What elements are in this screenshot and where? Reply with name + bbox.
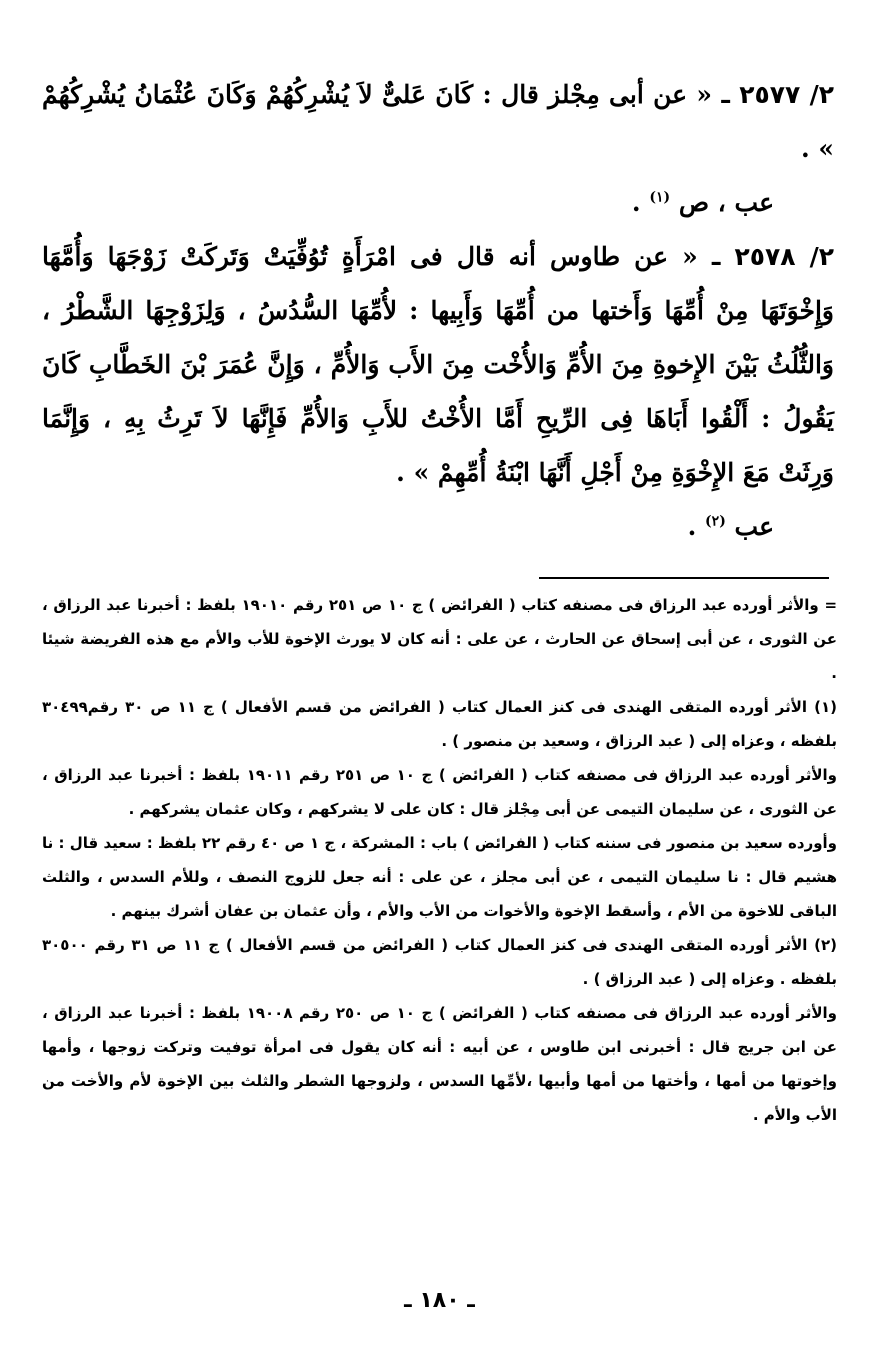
source-end: . — [687, 512, 697, 541]
source-abbrev: عب — [734, 512, 774, 541]
footnote-paragraph: (٢) الأثر أورده المتقى الهندى فى كنز العمال كتاب ( الفرائض من قسم الأفعال ) ج ١١ ص ٣١ رقم ٣٠٥٠٠ بلفظه . وعزاه إلى ( عبد الرزاق ) . — [42, 936, 838, 988]
entry-text: « عن طاوس أنه قال فى امْرَأَةٍ تُوُفِّيَتْ وَتَركَتْ زَوْجَهَا وَأُمَّهَا وَإِخْوَتَهَا مِنْ أُمِّهَا وَأَختها من أُمِّهَا وَأَبِيها : لأُمِّهَا السُّدُسُ ، وَلِزَوْجِهَا الشَّطْرُ ، وَالثُّلُثُ بَيْنَ الإِخوةِ مِنَ الأُمِّ وَالأُخْت مِنَ الأَب وَالأُمِّ ، وَإِنَّ عُمَرَ بْنَ الخَطَّابِ كَانَ يَقُولُ : أَلْقُوا أَبَاهَا فِى الرِّيحِ أَمَّا الأُخْتُ للأَبِ وَالأُمِّ فَإِنَّهَا لاَ تَرِثُ بِهِ ، وَإِنَّمَا وَرِثَتْ مَعَ الإِخْوَةِ مِنْ أَجْلِ أَنَّهَا ابْنَةُ أُمِّهِمْ » . — [42, 242, 834, 487]
entry-number: ٢/ ٢٥٧٨ ـ — [711, 242, 834, 271]
entry-text: « عن أبى مِجْلز قال : كَانَ عَلىٌّ لاَ يُشْرِكُهُمْ وَكَانَ عُثْمَانُ يُشْرِكُهُمْ » . — [42, 80, 834, 163]
main-text — [42, 68, 834, 554]
footnote-separator — [539, 577, 829, 579]
footnote-paragraph: والأثر أورده عبد الرزاق فى مصنفه كتاب ( الفرائض ) ج ١٠ ص ٢٥١ رقم ١٩٠١١ بلفظ : أخبرنا عبد الرزاق ، عن الثورى ، عن سليمان التيمى عن أبى مِجْلز قال : كان على لا يشركهم ، وكان عثمان يشركهم . — [42, 766, 838, 818]
source-reference — [42, 176, 834, 230]
entry-number: ٢/ ٢٥٧٧ ـ — [721, 80, 834, 109]
footnote-paragraph: والأثر أورده عبد الرزاق فى مصنفه كتاب ( الفرائض ) ج ١٠ ص ٢٥٠ رقم ١٩٠٠٨ بلفظ : أخبرنا عبد الرزاق ، عن ابن جريج قال : أخبرنى ابن طاوس ، عن أبيه : أنه كان يقول فى امرأة توفيت وتركت زوجها ، وأمها وإخوتها من أمها ، وأختها من أمها وأبيها ،لأمِّها السدس ، ولزوجها الشطر والثلث بين الإخوة لأم والأخت من الأب والأم . — [42, 1004, 838, 1124]
footnote-paragraph: = والأثر أورده عبد الرزاق فى مصنفه كتاب ( الفرائض ) ج ١٠ ص ٢٥١ رقم ١٩٠١٠ بلفظ : أخبرنا عبد الرزاق ، عن الثورى ، عن أبى إسحاق عن الحارث ، عن على : أنه كان لا يورث الإخوة للأب والأم مع هذه الفريضة شيئا . — [42, 596, 838, 682]
footnote-marker: (٢) — [705, 513, 726, 530]
hadith-entry-2577 — [42, 68, 834, 176]
page-number: ـ ١٨٠ ـ — [404, 1288, 475, 1313]
footnote-paragraph: (١) الأثر أورده المتقى الهندى فى كنز العمال كتاب ( الفرائض من قسم الأفعال ) ج ١١ ص ٣٠ رقم٣٠٤٩٩ بلفظه ، وعزاه إلى ( عبد الرزاق ، وسعيد بن منصور ) . — [42, 698, 838, 750]
source-end: . — [631, 188, 641, 217]
footnote-marker: (١) — [649, 189, 671, 206]
footnote-paragraph: وأورده سعيد بن منصور فى سننه كتاب ( الفرائض ) باب : المشركة ، ج ١ ص ٤٠ رقم ٢٢ بلفظ : سعيد قال : نا هشيم قال : نا سليمان التيمى ، عن أبى مجلز ، عن على : أنه جعل للزوج النصف ، وللأم السدس ، والثلث الباقى للاخوة من الأم ، وأسقط الإخوة والأخوات من الأب والأم ، وأن عثمان بن عفان أشرك بينهم . — [42, 834, 837, 920]
footnotes — [42, 588, 837, 1132]
hadith-entry-2578 — [42, 230, 834, 500]
source-reference — [42, 500, 834, 554]
source-abbrev: عب ، ص — [678, 188, 774, 217]
